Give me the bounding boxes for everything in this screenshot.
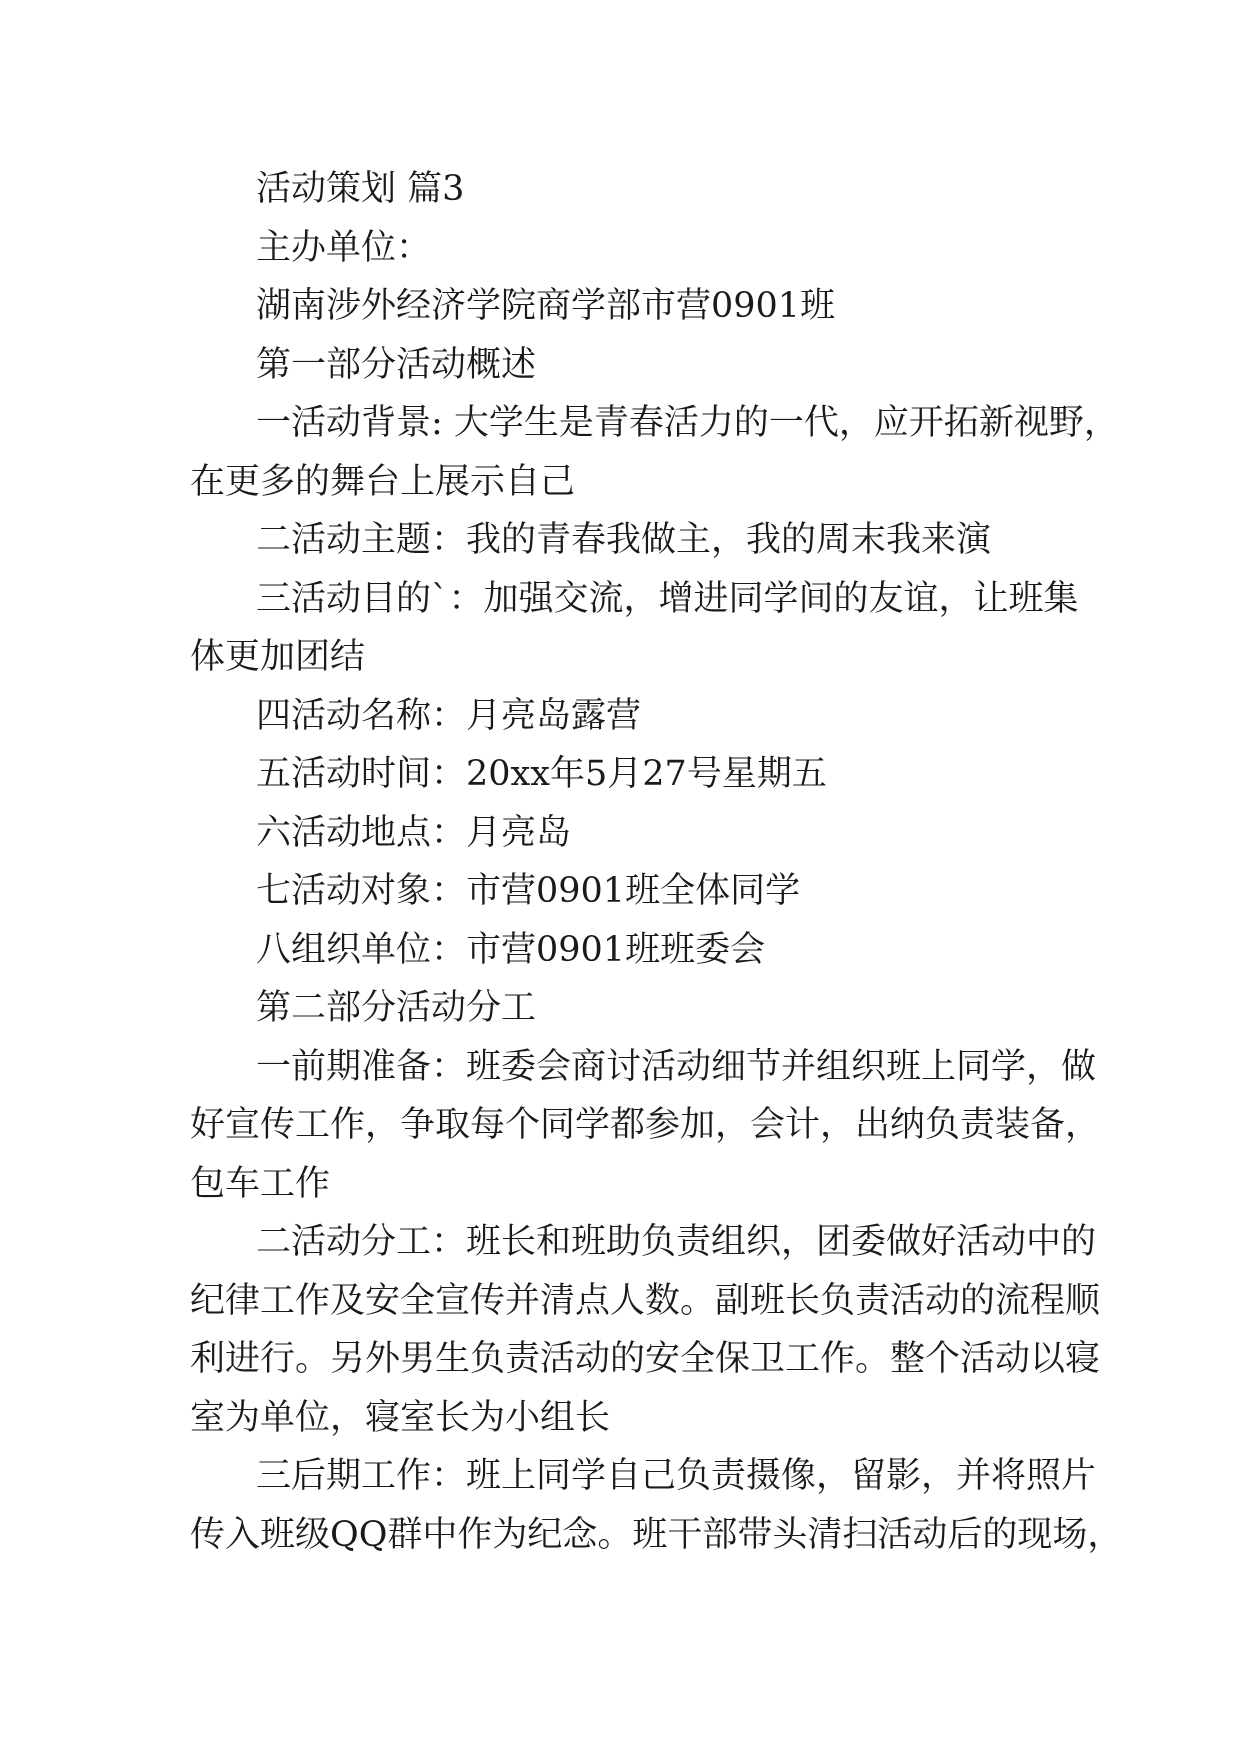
division-line-1: 二活动分工：班长和班助负责组织，团委做好活动中的	[256, 1222, 1097, 1262]
part2-heading: 第二部分活动分工	[256, 988, 537, 1028]
part1-heading: 第一部分活动概述	[256, 344, 537, 385]
document-body	[190, 160, 1123, 1564]
prep-line-2: 好宣传工作，争取每个同学都参加，会计，出纳负责装备，	[190, 1105, 1101, 1145]
name-line: 四活动名称：月亮岛露营	[256, 695, 642, 736]
post-line-2: 传入班级QQ群中作为纪念。班干部带头清扫活动后的现场，	[190, 1514, 1123, 1555]
division-line-4: 室为单位，寝室长为小组长	[190, 1397, 611, 1438]
theme-line: 二活动主题：我的青春我做主，我的周末我来演	[256, 520, 992, 560]
target-line: 七活动对象：市营0901班全体同学	[256, 871, 801, 911]
division-line-3: 利进行。另外男生负责活动的安全保卫工作。整个活动以寝	[190, 1339, 1101, 1379]
prep-line-3: 包车工作	[190, 1163, 331, 1204]
organizer-name: 湖南涉外经济学院商学部市营0901班	[256, 286, 836, 326]
background-line-2: 在更多的舞台上展示自己	[190, 461, 576, 502]
place-line: 六活动地点：月亮岛	[256, 812, 572, 853]
prep-line-1: 一前期准备：班委会商讨活动细节并组织班上同学，做	[256, 1046, 1097, 1087]
time-line: 五活动时间：20xx年5月27号星期五	[256, 754, 827, 794]
purpose-line-1: 三活动目的`：加强交流，增进同学间的友谊，让班集	[256, 578, 1079, 619]
background-line-1: 一活动背景: 大学生是青春活力的一代，应开拓新视野，	[256, 403, 1119, 443]
organizer-label: 主办单位：	[256, 227, 432, 268]
post-line-1: 三后期工作：班上同学自己负责摄像，留影，并将照片	[256, 1456, 1097, 1496]
purpose-line-2: 体更加团结	[190, 637, 366, 677]
doc-title: 活动策划 篇3	[256, 169, 465, 209]
division-line-2: 纪律工作及安全宣传并清点人数。副班长负责活动的流程顺	[190, 1280, 1101, 1321]
org-unit-line: 八组织单位：市营0901班班委会	[256, 929, 766, 970]
